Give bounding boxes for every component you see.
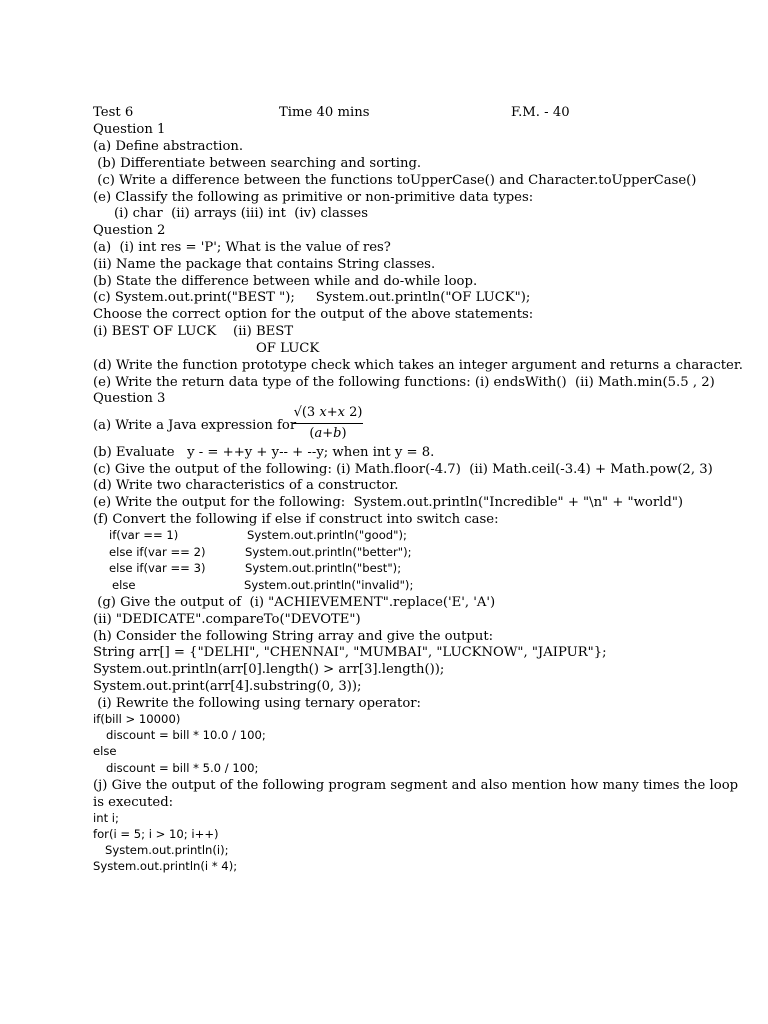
question-2d: (d) Write the function prototype check which takes an integer argument and returns a character. bbox=[93, 358, 743, 373]
question-2c-option-1: (i) BEST OF LUCK (ii) BEST bbox=[93, 324, 294, 339]
question-2c-choose: Choose the correct option for the output of the above statements: bbox=[93, 307, 534, 322]
code-condition-4: else bbox=[112, 578, 136, 592]
question-1e-options: (i) char (ii) arrays (iii) int (iv) classes bbox=[93, 206, 368, 221]
java-expression-fraction bbox=[292, 405, 364, 442]
code-condition-2: else if(var == 2) bbox=[109, 545, 206, 559]
question-2a-ii: (ii) Name the package that contains String classes. bbox=[93, 257, 436, 272]
question-2a: (a) (i) int res = 'P'; What is the value of res? bbox=[93, 240, 391, 255]
question-1e: (e) Classify the following as primitive or non-primitive data types: bbox=[93, 190, 534, 205]
question-2e: (e) Write the return data type of the following functions: (i) endsWith() (ii) Math.min(5.5 , 2) bbox=[93, 375, 715, 390]
full-marks: F.M. - 40 bbox=[511, 105, 570, 120]
loop-code-line-2: for(i = 5; i > 10; i++) bbox=[93, 827, 219, 841]
question-3i: (i) Rewrite the following using ternary operator: bbox=[93, 696, 422, 711]
question-3g-ii: (ii) "DEDICATE".compareTo("DEVOTE") bbox=[93, 612, 361, 627]
question-3e: (e) Write the output for the following: System.out.println("Incredible" + "\n" + "world") bbox=[93, 495, 684, 510]
question-1b: (b) Differentiate between searching and sorting. bbox=[93, 156, 422, 171]
test-number: Test 6 bbox=[93, 105, 134, 120]
code-print-4: System.out.println("invalid"); bbox=[244, 578, 414, 592]
question-3h-array: String arr[] = {"DELHI", "CHENNAI", "MUMBAI", "LUCKNOW", "JAIPUR"}; bbox=[93, 645, 607, 660]
question-3c: (c) Give the output of the following: (i) Math.floor(-4.7) (ii) Math.ceil(-3.4) + Math.pow(2, 3) bbox=[93, 462, 713, 477]
ternary-code-line-3: else bbox=[93, 744, 117, 758]
question-1c: (c) Write a difference between the functions toUpperCase() and Character.toUpperCase() bbox=[93, 173, 697, 188]
code-print-3: System.out.println("best"); bbox=[245, 561, 402, 575]
question-3h: (h) Consider the following String array and give the output: bbox=[93, 629, 494, 644]
question-3h-print-1: System.out.println(arr[0].length() > arr[3].length()); bbox=[93, 662, 445, 677]
question-3-heading: Question 3 bbox=[93, 391, 166, 406]
loop-code-line-3: System.out.println(i); bbox=[105, 843, 229, 857]
question-1a: (a) Define abstraction. bbox=[93, 139, 244, 154]
code-print-2: System.out.println("better"); bbox=[245, 545, 412, 559]
question-3j: (j) Give the output of the following program segment and also mention how many times the loop bbox=[93, 778, 739, 793]
question-3j-cont: is executed: bbox=[93, 795, 174, 810]
question-2c-option-2: OF LUCK bbox=[256, 341, 320, 356]
question-3g: (g) Give the output of (i) "ACHIEVEMENT".replace('E', 'A') bbox=[93, 595, 496, 610]
ternary-code-line-1: if(bill > 10000) bbox=[93, 712, 181, 726]
code-condition-1: if(var == 1) bbox=[109, 528, 179, 542]
code-condition-3: else if(var == 3) bbox=[109, 561, 206, 575]
code-print-1: System.out.println("good"); bbox=[247, 528, 407, 542]
fraction-denominator: (a+b) bbox=[309, 426, 347, 441]
fraction-numerator: √(3 x+x 2) bbox=[293, 405, 363, 420]
loop-code-line-4: System.out.println(i * 4); bbox=[93, 859, 238, 873]
ternary-code-line-4: discount = bill * 5.0 / 100; bbox=[106, 761, 259, 775]
time-allowed: Time 40 mins bbox=[279, 105, 370, 120]
ternary-code-line-2: discount = bill * 10.0 / 100; bbox=[106, 728, 266, 742]
question-3d: (d) Write two characteristics of a constructor. bbox=[93, 478, 399, 493]
question-3f: (f) Convert the following if else if construct into switch case: bbox=[93, 512, 499, 527]
question-3h-print-2: System.out.print(arr[4].substring(0, 3)); bbox=[93, 679, 362, 694]
loop-code-line-1: int i; bbox=[93, 811, 119, 825]
question-2c: (c) System.out.print("BEST "); System.out.println("OF LUCK"); bbox=[93, 290, 531, 305]
question-2b: (b) State the difference between while and do-while loop. bbox=[93, 274, 478, 289]
question-3b: (b) Evaluate y - = ++y + y-- + --y; when int y = 8. bbox=[93, 445, 435, 460]
question-1-heading: Question 1 bbox=[93, 122, 166, 137]
question-3a: (a) Write a Java expression for bbox=[93, 418, 297, 433]
question-2-heading: Question 2 bbox=[93, 223, 166, 238]
